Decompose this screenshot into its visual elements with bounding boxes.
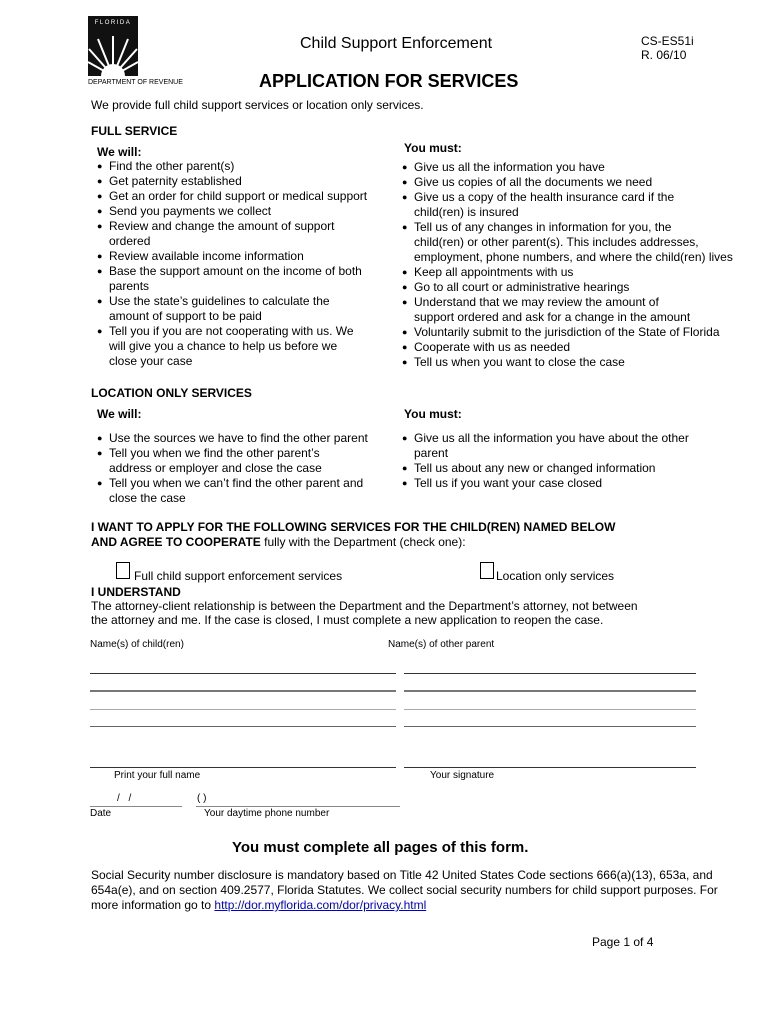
understand-heading: I UNDERSTAND bbox=[91, 585, 181, 599]
child-name-field-3[interactable] bbox=[90, 709, 396, 710]
page-title: APPLICATION FOR SERVICES bbox=[259, 71, 519, 91]
apply-line1: I WANT TO APPLY FOR THE FOLLOWING SERVICES FOR THE CHILD(REN) NAMED BELOW bbox=[91, 520, 616, 534]
form-revision: R. 06/10 bbox=[641, 48, 687, 62]
phone-field[interactable] bbox=[196, 806, 400, 807]
page-number: Page 1 of 4 bbox=[592, 935, 654, 949]
other-parent-label: Name(s) of other parent bbox=[388, 639, 495, 650]
apply-rest: fully with the Department (check one): bbox=[260, 535, 466, 549]
list-item: ● Tell you when we can’t find the other parent and close the case bbox=[97, 476, 368, 506]
list-item: ● Tell us about any new or changed information bbox=[402, 461, 689, 476]
logo-text: DEPARTMENT OF REVENUE bbox=[88, 79, 183, 86]
list-item: ● Get an order for child support or medical support bbox=[97, 189, 367, 204]
location-only-checkbox[interactable] bbox=[480, 562, 494, 579]
parent-name-field-2[interactable] bbox=[404, 690, 696, 692]
list-item: ● Tell us of any changes in information for you, the child(ren) or other parent(s). This includes addresses, employment, phone numbers, and where the child(ren) lives bbox=[402, 220, 733, 265]
loc-you-must-label: You must: bbox=[404, 407, 462, 421]
phone-label: Your daytime phone number bbox=[204, 808, 330, 819]
understand-line2: the attorney and me. If the case is closed, I must complete a new application to reopen the case. bbox=[91, 613, 604, 627]
sunburst-icon bbox=[88, 16, 138, 76]
signature-label: Your signature bbox=[430, 770, 495, 781]
svg-text:FLORIDA: FLORIDA bbox=[94, 20, 132, 26]
list-item: ● Voluntarily submit to the jurisdiction of the State of Florida bbox=[402, 325, 733, 340]
child-name-field-4[interactable] bbox=[90, 726, 396, 727]
date-label: Date bbox=[90, 808, 112, 819]
understand-line1: The attorney-client relationship is between the Department and the Department’s attorney, not between bbox=[91, 599, 638, 613]
date-separators: / / bbox=[117, 793, 132, 804]
list-item: ● Tell us when you want to close the case bbox=[402, 355, 733, 370]
list-item: ● Review and change the amount of support ordered bbox=[97, 219, 367, 249]
privacy-link[interactable]: http://dor.myflorida.com/dor/privacy.html bbox=[214, 898, 427, 912]
parent-name-field-1[interactable] bbox=[404, 673, 696, 674]
list-item: ● Tell us if you want your case closed bbox=[402, 476, 689, 491]
child-name-field-2[interactable] bbox=[90, 690, 396, 692]
child-name-field-1[interactable] bbox=[90, 673, 396, 674]
full-name-label: Print your full name bbox=[114, 770, 201, 781]
list-item: ● Use the state’s guidelines to calculate the amount of support to be paid bbox=[97, 294, 367, 324]
list-item: ● Cooperate with us as needed bbox=[402, 340, 733, 355]
full-you-must-label: You must: bbox=[404, 141, 462, 155]
list-item: ● Tell you when we find the other parent’s address or employer and close the case bbox=[97, 446, 368, 476]
ssn-line1: Social Security number disclosure is mandatory based on Title 42 United States Code sections 666(a)(13), 653a, and bbox=[91, 868, 713, 882]
loc-we-will-list bbox=[97, 431, 368, 506]
date-field[interactable] bbox=[90, 806, 182, 807]
list-item: ● Base the support amount on the income of both parents bbox=[97, 264, 367, 294]
loc-you-must-list bbox=[402, 431, 689, 491]
list-item: ● Send you payments we collect bbox=[97, 204, 367, 219]
full-name-field[interactable] bbox=[90, 767, 396, 768]
list-item: ● Review available income information bbox=[97, 249, 367, 264]
full-you-must-list bbox=[402, 160, 733, 370]
agency-name: Child Support Enforcement bbox=[300, 35, 493, 52]
full-service-heading: FULL SERVICE bbox=[91, 124, 178, 138]
list-item: ● Give us all the information you have about the other parent bbox=[402, 431, 689, 461]
list-item: ● Keep all appointments with us bbox=[402, 265, 733, 280]
apply-agree: AND AGREE TO COOPERATE bbox=[91, 535, 261, 549]
loc-we-will-label: We will: bbox=[97, 407, 142, 421]
signature-field[interactable] bbox=[404, 767, 696, 768]
list-item: ● Use the sources we have to find the other parent bbox=[97, 431, 368, 446]
form-id: CS-ES51i bbox=[641, 34, 694, 48]
children-label: Name(s) of child(ren) bbox=[90, 639, 184, 650]
list-item: ● Give us copies of all the documents we need bbox=[402, 175, 733, 190]
parent-name-field-3[interactable] bbox=[404, 709, 696, 710]
parent-name-field-4[interactable] bbox=[404, 726, 696, 727]
ssn-line2: 654a(e), and on section 409.2577, Florida Statutes. We collect social security numbers for child support purposes. For bbox=[91, 883, 718, 897]
full-we-will-label: We will: bbox=[97, 145, 142, 159]
list-item: ● Give us a copy of the health insurance card if the child(ren) is insured bbox=[402, 190, 733, 220]
list-item: ● Tell you if you are not cooperating with us. We will give you a chance to help us before we close your case bbox=[97, 324, 367, 369]
must-complete-notice: You must complete all pages of this form. bbox=[232, 839, 529, 856]
phone-parens: ( ) bbox=[197, 793, 207, 804]
list-item: ● Give us all the information you have bbox=[402, 160, 733, 175]
list-item: ● Get paternity established bbox=[97, 174, 367, 189]
full-service-option-label: Full child support enforcement services bbox=[134, 569, 343, 583]
location-heading: LOCATION ONLY SERVICES bbox=[91, 386, 252, 400]
list-item: ● Understand that we may review the amount of support ordered and ask for a change in the amount bbox=[402, 295, 733, 325]
florida-dor-logo bbox=[88, 16, 183, 91]
location-option-label: Location only services bbox=[496, 569, 615, 583]
list-item: ● Go to all court or administrative hearings bbox=[402, 280, 733, 295]
intro-text: We provide full child support services or location only services. bbox=[91, 98, 424, 112]
ssn-line3: more information go to bbox=[91, 898, 215, 912]
full-we-will-list bbox=[97, 159, 367, 369]
full-service-checkbox[interactable] bbox=[116, 562, 130, 579]
list-item: ● Find the other parent(s) bbox=[97, 159, 367, 174]
